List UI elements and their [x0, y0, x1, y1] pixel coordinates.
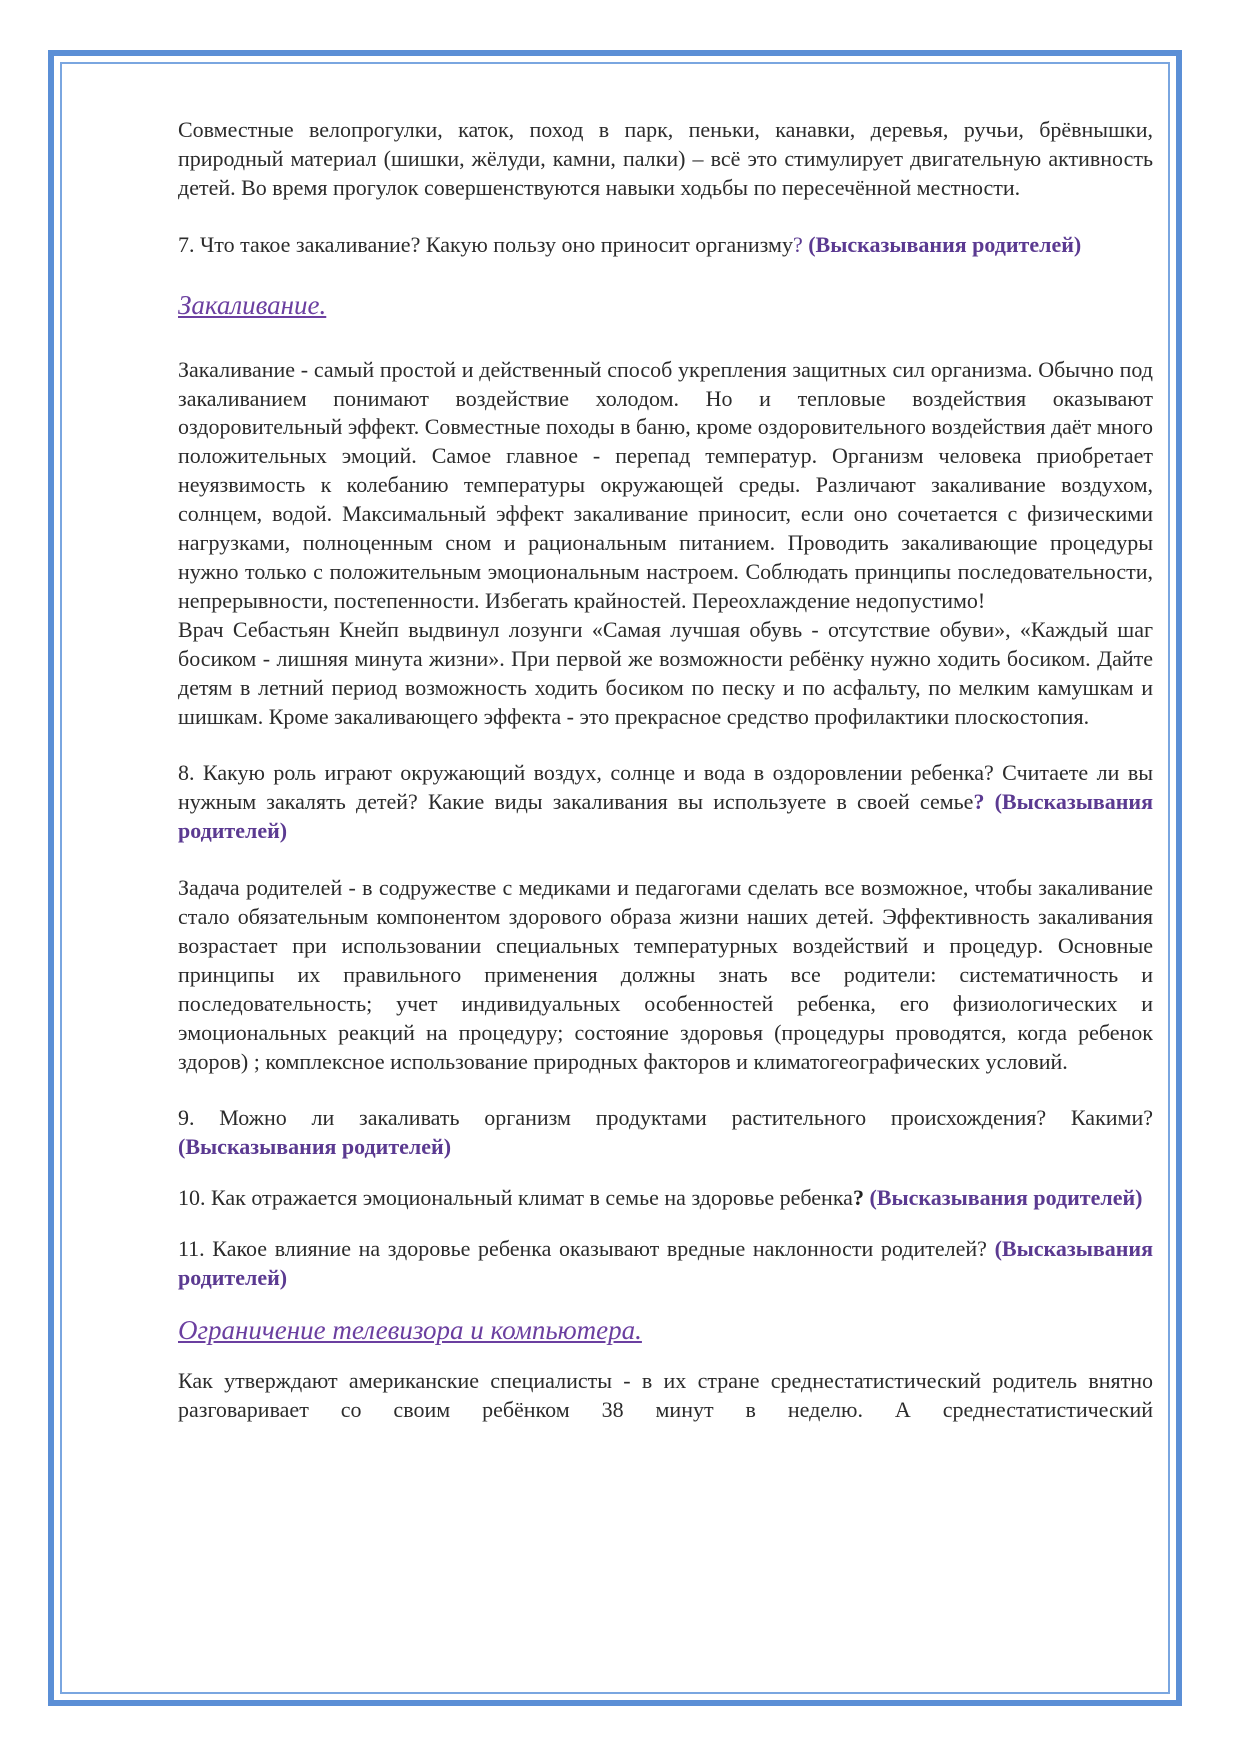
question-8-parents-label: ? (Высказывания родителей): [178, 789, 1154, 844]
question-10-text: 10. Как отражается эмоциональный климат в семье на здоровье ребенка: [178, 1185, 853, 1211]
question-9-text: 9. Можно ли закаливать организм продуктами растительного происхождения? Какими?: [178, 1105, 1153, 1131]
question-8: [178, 759, 1153, 846]
question-7-text: 7. Что такое закаливание? Какую пользу оно приносит организму: [178, 231, 793, 257]
question-7: [178, 231, 1153, 260]
document-body: [178, 116, 1153, 1425]
question-9: [178, 1104, 1153, 1162]
tv-paragraph-1: Как утверждают американские специалисты - в их стране среднестатистический родитель внятно разговаривает со своим ребёнком 38 минут в неделю. А среднестатистический: [178, 1368, 1153, 1422]
question-11-parents-label: (Высказывания родителей): [178, 1236, 1153, 1291]
question-10-mark: ?: [852, 1185, 864, 1211]
question-7-parents-label: (Высказывания родителей): [802, 231, 1082, 257]
question-10-parents-label: (Высказывания родителей): [863, 1185, 1143, 1211]
question-8-text: 8. Какую роль играют окружающий воздух, солнце и вода в оздоровлении ребенка? Считаете ли вы нужным закалять детей? Какие виды закаливания вы используете в своей семье: [178, 760, 1153, 815]
question-7-mark: ?: [792, 231, 803, 257]
hardening-paragraph-2: Врач Себастьян Кнейп выдвинул лозунги «Самая лучшая обувь - отсутствие обуви», «Каждый шаг босиком - лишняя минута жизни». При первой же возможности ребёнку нужно ходить босиком. Дайте детям в летний период возможность ходить босиком по песку и по асфальту, по мелким камушкам и шишкам. Кроме закаливающего эффекта - это прекрасное средство профилактики плоскостопия.: [178, 616, 1153, 729]
heading-tv-computer: Ограничение телевизора и компьютера.: [178, 1315, 642, 1345]
question-11-text: 11. Какое влияние на здоровье ребенка оказывают вредные наклонности родителей?: [178, 1236, 995, 1262]
parents-task-paragraph: Задача родителей - в содружестве с медиками и педагогами сделать все возможное, чтобы закаливание стало обязательным компонентом здорового образа жизни наших детей. Эффективность закаливания возрастает при использовании специальных температурных воздействий и процедур. Основные принципы их правильного применения должны знать все родители: систематичность и последовательность; учет индивидуальных особенностей ребенка, его физиологических и эмоциональных реакций на процедуру; состояние здоровья (процедуры проводятся, когда ребенок здоров) ; комплексное использование природных факторов и климатогеографических условий.: [178, 875, 1153, 1074]
intro-paragraph: Совместные велопрогулки, каток, поход в парк, пеньки, канавки, деревья, ручьи, брёвнышки, природный материал (шишки, жёлуди, камни, палки) – всё это стимулирует двигательную активность детей. Во время прогулок совершенствуются навыки ходьбы по пересечённой местности.: [178, 117, 1153, 200]
heading-hardening: Закаливание.: [178, 289, 327, 320]
question-9-parents-label: (Высказывания родителей): [178, 1134, 452, 1160]
question-10: [178, 1184, 1153, 1213]
question-11: [178, 1235, 1153, 1293]
hardening-paragraph-1: Закаливание - самый простой и действенный способ укрепления защитных сил организма. Обычно под закаливанием понимают воздействие холодом. Но и тепловые воздействия оказывают оздоровительный эффект. Совместные походы в баню, кроме оздоровительного воздействия даёт много положительных эмоций. Самое главное - перепад температур. Организм человека приобретает неуязвимость к колебанию температуры окружающей среды. Различают закаливание воздухом, солнцем, водой. Максимальный эффект закаливание приносит, если оно сочетается с физическими нагрузками, полноценным сном и рациональным питанием. Проводить закаливающие процедуры нужно только с положительным эмоциональным настроем. Соблюдать принципы последовательности, непрерывности, постепенности. Избегать крайностей. Переохлаждение недопустимо!: [178, 356, 1153, 613]
